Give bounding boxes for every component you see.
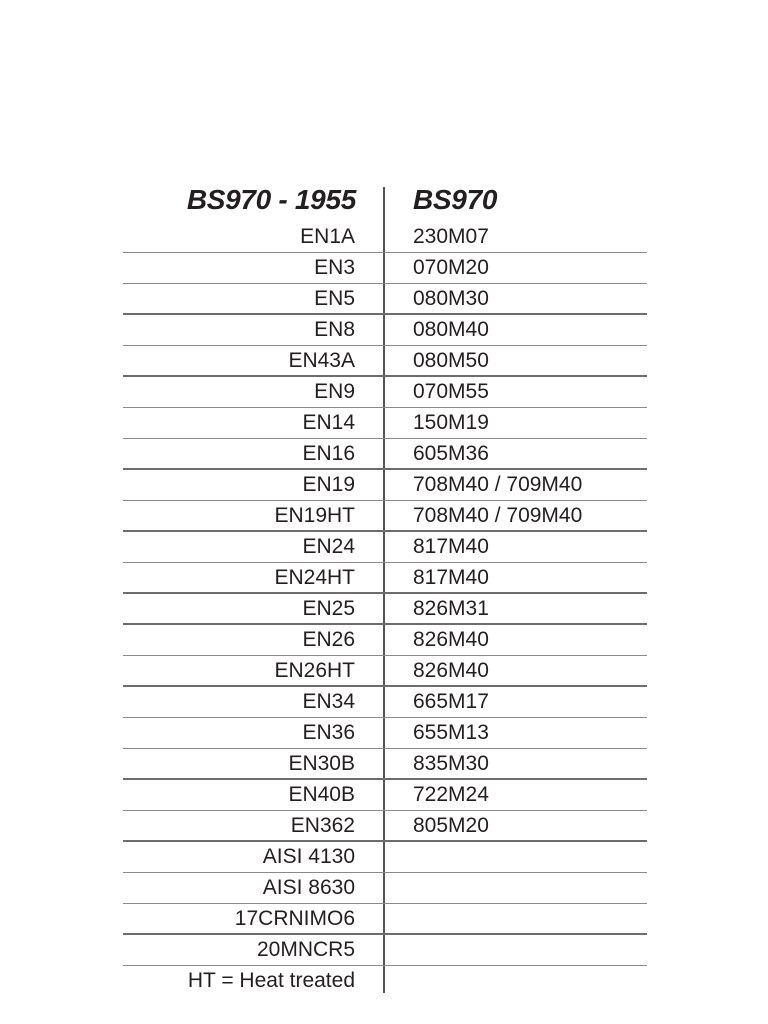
new-grade: 708M40 / 709M40 [413,473,583,496]
old-grade: EN5 [314,287,355,310]
table-row [123,780,647,811]
table-row [123,222,647,253]
table-row [123,439,647,470]
new-grade: 230M07 [413,225,489,248]
header-new-standard: BS970 [413,184,498,215]
old-grade: EN36 [302,721,355,744]
table-row [123,749,647,780]
old-grade: AISI 4130 [262,845,355,868]
table-row [123,346,647,377]
old-grade: AISI 8630 [262,876,355,899]
old-grade: EN8 [314,318,355,341]
new-grade: 655M13 [413,721,489,744]
old-grade: EN40B [288,783,355,806]
table-row [123,594,647,625]
table-row [123,811,647,842]
new-grade: 835M30 [413,752,489,775]
table-row [123,284,647,315]
old-grade: EN9 [314,380,355,403]
new-grade: 150M19 [413,411,489,434]
table-header [123,180,647,222]
table-row [123,501,647,532]
old-grade: EN30B [288,752,355,775]
new-grade: 722M24 [413,783,489,806]
old-grade: EN25 [302,597,355,620]
old-grade: EN26 [302,628,355,651]
old-grade: EN24HT [274,566,355,589]
footnote-text: HT = Heat treated [187,969,355,992]
old-grade: EN362 [290,814,355,837]
old-grade: EN19 [302,473,355,496]
table-row [123,625,647,656]
new-grade: 080M40 [413,318,489,341]
new-grade: 708M40 / 709M40 [413,504,583,527]
new-grade: 817M40 [413,566,489,589]
new-grade: 665M17 [413,690,489,713]
new-grade: 080M30 [413,287,489,310]
old-grade: EN1A [300,225,355,248]
table-row [123,408,647,439]
table-row [123,718,647,749]
table-row [123,687,647,718]
new-grade: 805M20 [413,814,489,837]
old-grade: 20MNCR5 [256,938,355,961]
table-row [123,935,647,966]
new-grade: 826M40 [413,628,489,651]
new-grade: 605M36 [413,442,489,465]
table-row [123,904,647,935]
new-grade: 070M55 [413,380,489,403]
table-row [123,656,647,687]
old-grade: EN43A [288,349,355,372]
new-grade: 070M20 [413,256,489,279]
old-grade: EN19HT [274,504,355,527]
table-footnote-row [123,966,647,996]
table-row [123,563,647,594]
new-grade: 080M50 [413,349,489,372]
new-grade: 817M40 [413,535,489,558]
table-row [123,253,647,284]
table-row [123,873,647,904]
old-grade: EN3 [314,256,355,279]
old-grade: EN14 [302,411,355,434]
old-grade: 17CRNIMO6 [234,907,355,930]
table-row [123,315,647,346]
steel-grade-conversion-table [123,180,647,996]
table-row [123,532,647,563]
new-grade: 826M40 [413,659,489,682]
old-grade: EN24 [302,535,355,558]
old-grade: EN26HT [274,659,355,682]
old-grade: EN16 [302,442,355,465]
table-row [123,470,647,501]
table-row [123,377,647,408]
header-old-standard: BS970 - 1955 [186,184,356,215]
table-row [123,842,647,873]
old-grade: EN34 [302,690,355,713]
new-grade: 826M31 [413,597,489,620]
